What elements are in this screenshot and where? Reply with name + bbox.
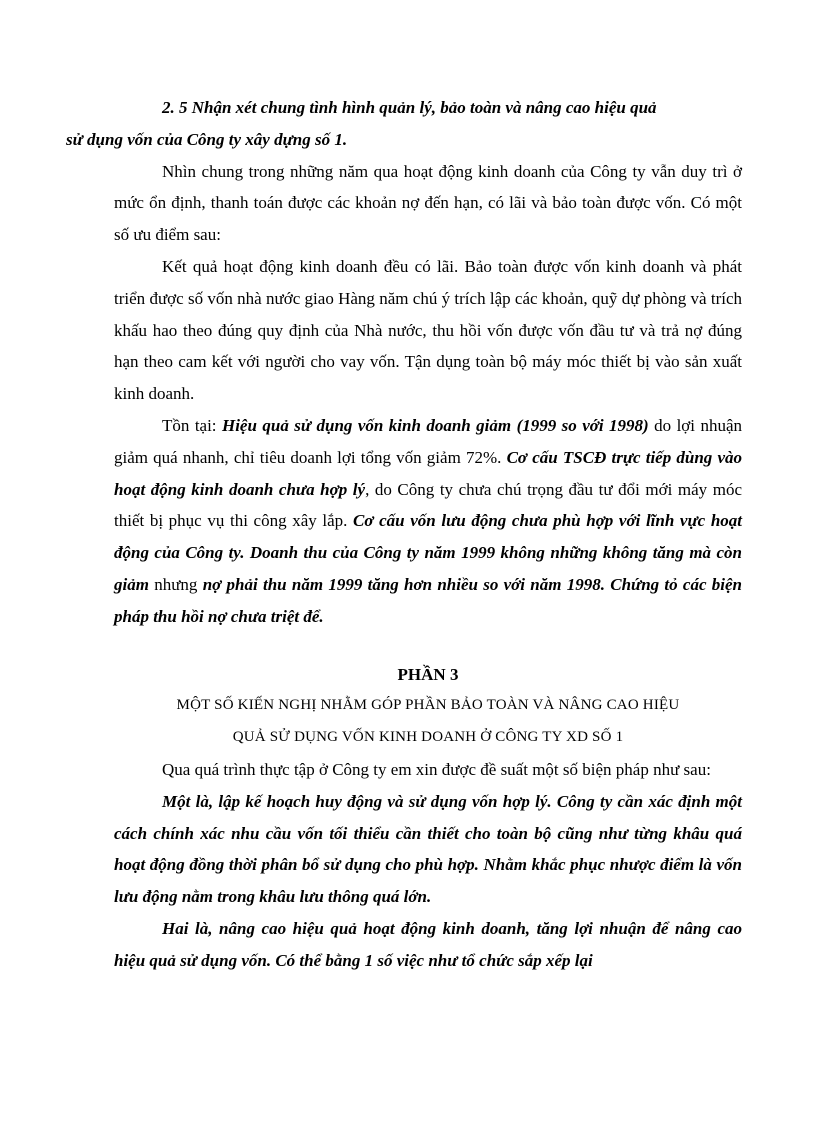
- part-title: PHẦN 3: [397, 664, 459, 684]
- shortcoming-text-3: nhưng: [148, 574, 203, 594]
- shortcoming-text-1: do lợi nhuận giảm quá nhanh, chỉ tiêu doanh lợi tổng vốn giảm 72%.: [114, 415, 742, 467]
- section-heading: [66, 92, 742, 156]
- shortcoming-text-2: , do Công ty chưa chú trọng đầu tư đổi mới máy móc thiết bị phục vụ thi công xây lắp.: [114, 479, 742, 531]
- part-subtitle-line1: MỘT SỐ KIẾN NGHỊ NHẰM GÓP PHẦN BẢO TOÀN VÀ NÂNG CAO HIỆU: [176, 697, 680, 714]
- shortcoming-fixed-assets: Cơ cấu TSCĐ trực tiếp dùng vào hoạt động kinh doanh chưa hợp lý: [114, 447, 743, 499]
- section-heading-line2: sử dụng vốn của Công ty xây dựng số 1.: [66, 129, 348, 149]
- paragraph-overview: Nhìn chung trong những năm qua hoạt động kinh doanh của Công ty vẫn duy trì ở mức ổn định, thanh toán được các khoản nợ đến hạn, có lãi và bảo toàn được vốn. Có một số ưu điểm sau:: [114, 161, 742, 245]
- page-content: [66, 92, 743, 977]
- paragraph-measure-two: Hai là, nâng cao hiệu quả hoạt động kinh doanh, tăng lợi nhuận để nâng cao hiệu quả sử dụng vốn. Có thể bằng 1 số việc như tổ chức sắp xếp lại: [114, 918, 742, 970]
- section-heading-line1: 2. 5 Nhận xét chung tình hình quản lý, bảo toàn và nâng cao hiệu quả: [162, 98, 657, 117]
- shortcoming-receivables: nợ phải thu năm 1999 tăng hơn nhiều so với năm 1998. Chứng tỏ các biện pháp thu hồi nợ chưa triệt để.: [114, 574, 742, 626]
- shortcoming-working-capital: Cơ cấu vốn lưu động chưa phù hợp với lĩnh vực hoạt động của Công ty. Doanh thu của Công ty năm 1999 không những không tăng mà còn giảm: [114, 511, 742, 594]
- paragraph-shortcomings: [114, 410, 742, 633]
- paragraph-proposal-intro: Qua quá trình thực tập ở Công ty em xin được đề suất một số biện pháp như sau:: [162, 759, 711, 779]
- paragraph-measure-one: Một là, lập kế hoạch huy động và sử dụng vốn hợp lý. Công ty cần xác định một cách chính xác nhu cầu vốn tối thiểu cần thiết cho toàn bộ cũng như từng khâu quá hoạt động đồng thời phân bổ sử dụng cho phù hợp. Nhằm khắc phục nhược điểm là vốn lưu động nằm trong khâu lưu thông quá lớn.: [114, 791, 742, 907]
- shortcomings-lead: Tồn tại:: [162, 415, 222, 435]
- shortcoming-efficiency: Hiệu quả sử dụng vốn kinh doanh giảm (1999 so với 1998): [221, 415, 649, 435]
- part-subtitle-line2: QUẢ SỬ DỤNG VỐN KINH DOANH Ở CÔNG TY XD SỐ 1: [232, 729, 624, 746]
- paragraph-advantages: Kết quả hoạt động kinh doanh đều có lãi. Bảo toàn được vốn kinh doanh và phát triển được số vốn nhà nước giao Hàng năm chú ý trích lập các khoản, quỹ dự phòng và trích khấu hao theo đúng quy định của Nhà nước, thu hồi vốn được vốn đầu tư và trả nợ đúng hạn theo cam kết với người cho vay vốn. Tận dụng toàn bộ máy móc thiết bị vào sản xuất kinh doanh.: [114, 256, 742, 404]
